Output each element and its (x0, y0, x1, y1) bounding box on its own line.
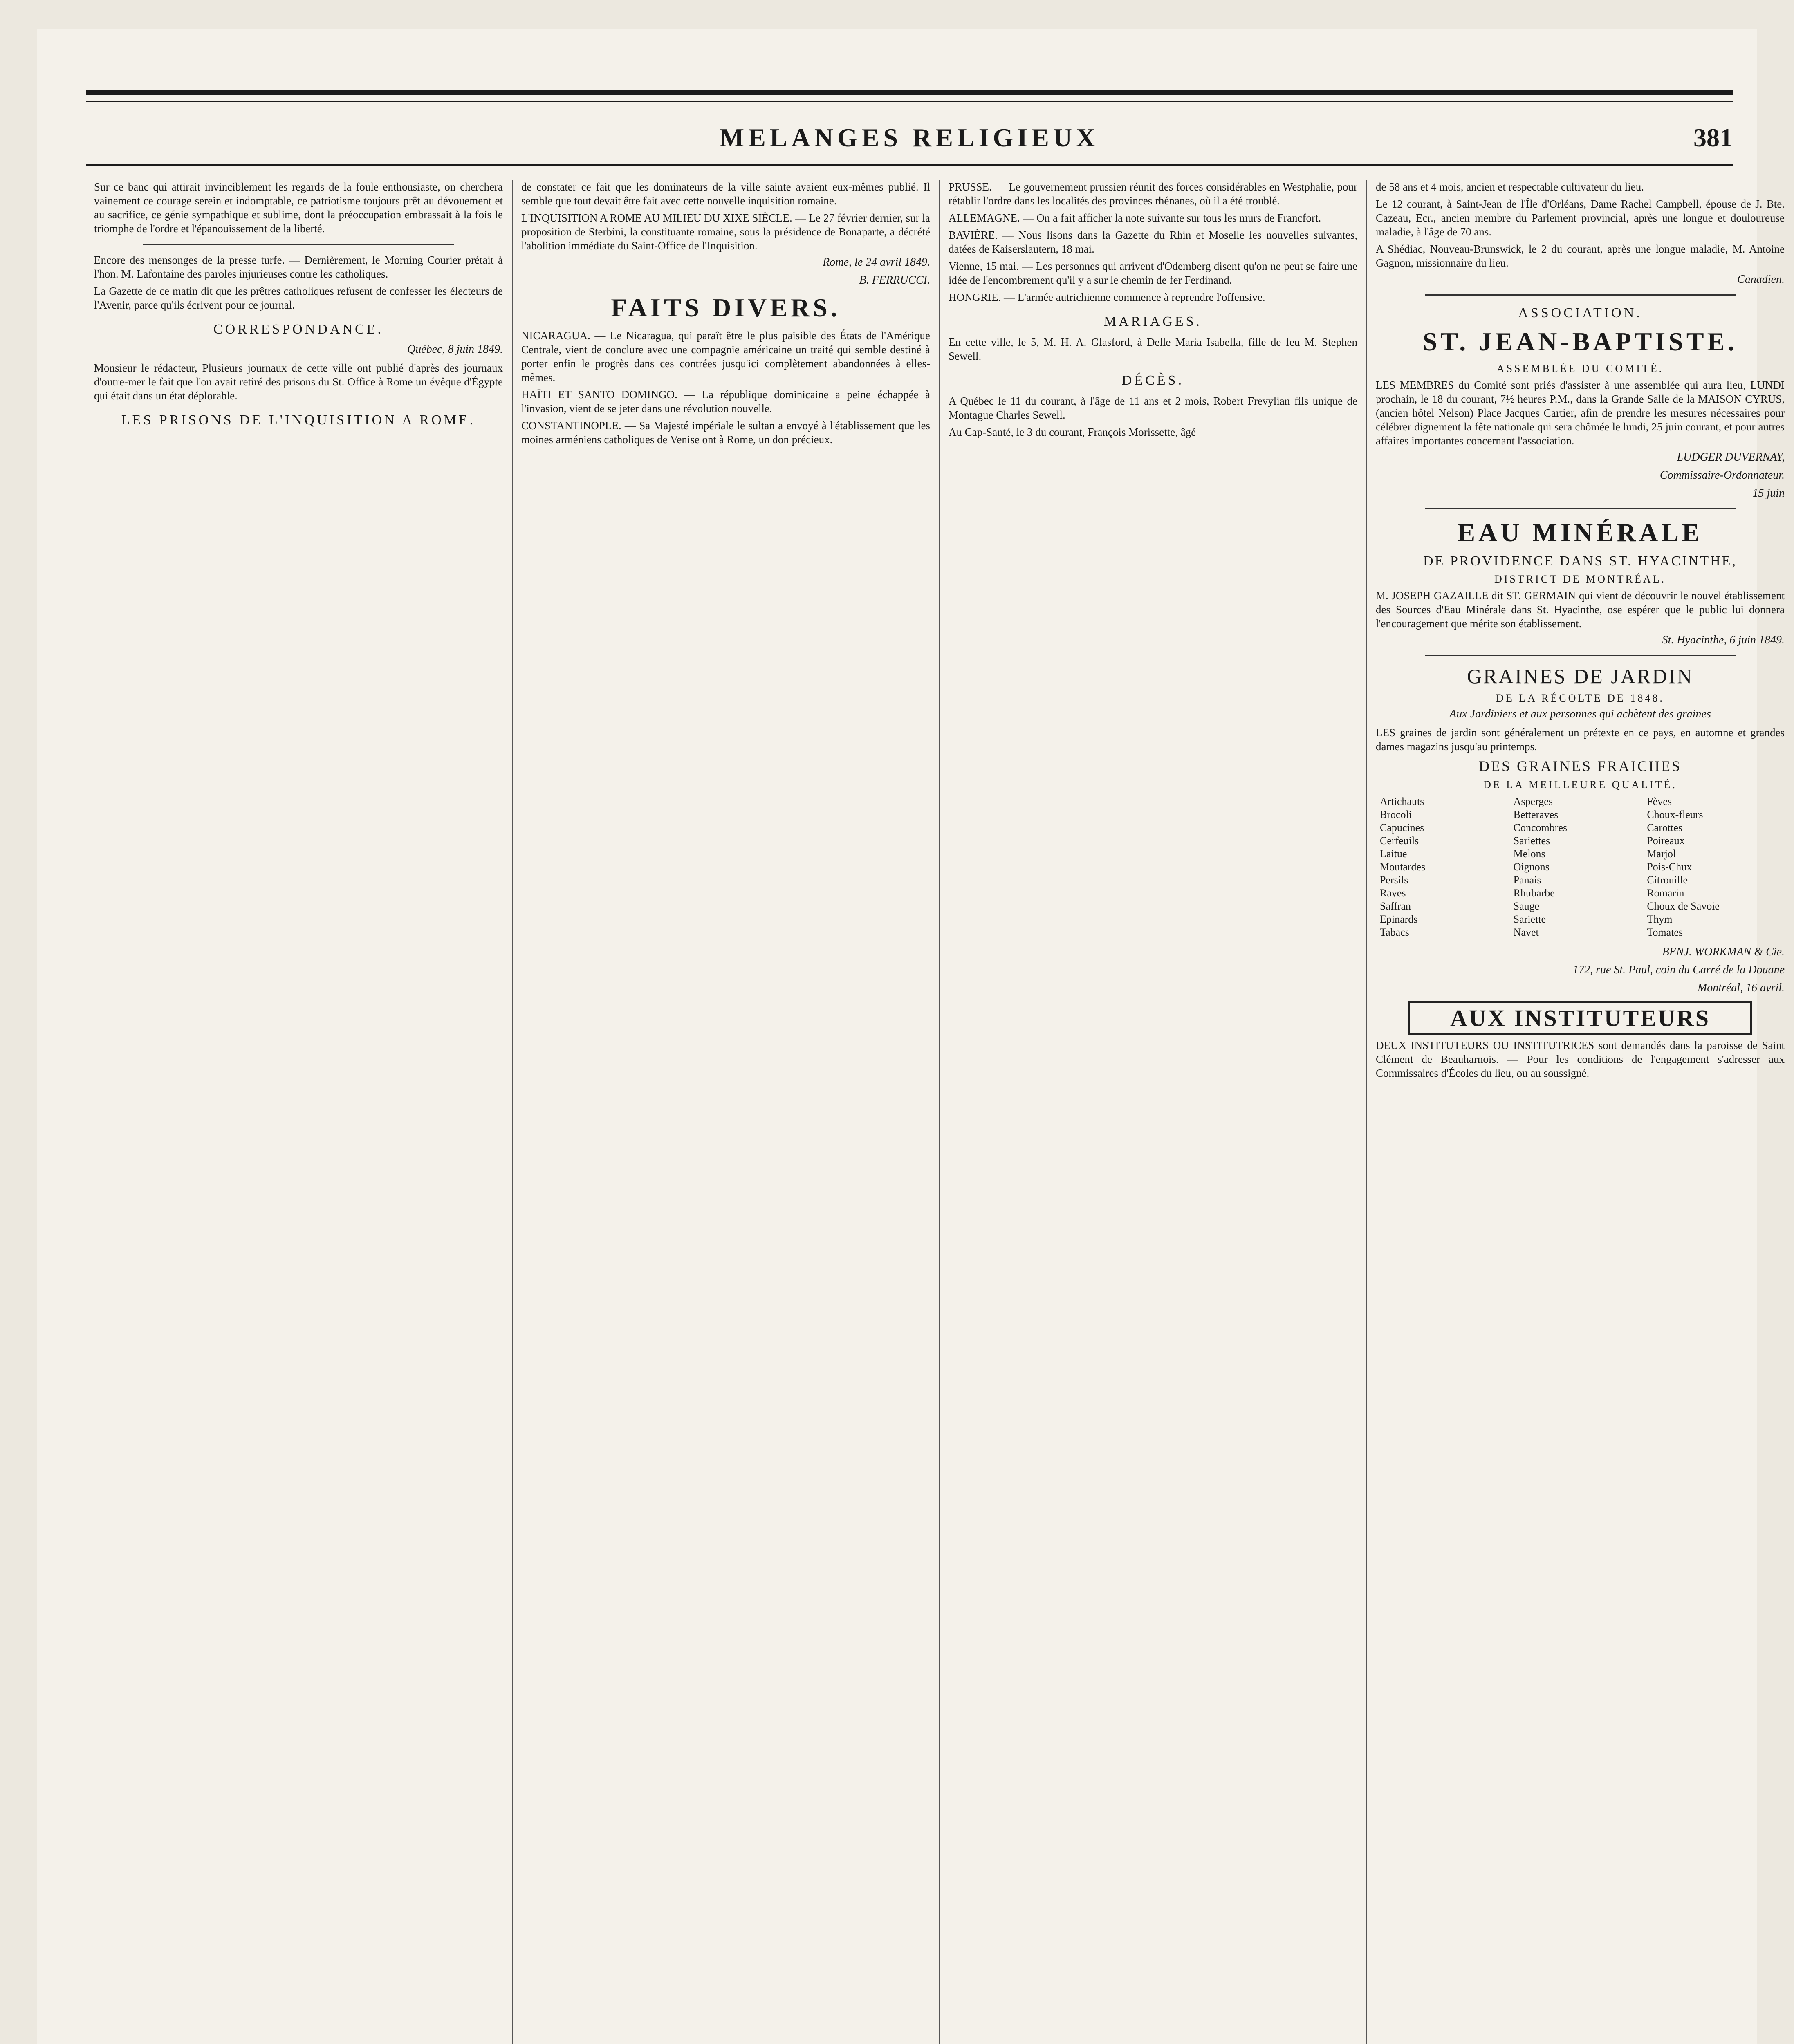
column-1 (94, 180, 503, 2044)
seed-item: Thym (1647, 913, 1673, 925)
seed-item: Persils (1380, 874, 1408, 886)
section-title-prisons: LES PRISONS DE L'INQUISITION A ROME. (121, 412, 476, 428)
seed-item: Cerfeuils (1380, 835, 1419, 847)
article-paragraph: L'INQUISITION A ROME AU MILIEU DU XIXE SIÈCLE. — Le 27 février dernier, sur la proposition de Sterbini, la constituante romaine, sous la présidence de Bonaparte, a décrété l'abolition immédiate du Saint-Office de l'Inquisition. (521, 212, 930, 252)
graines-body: LES graines de jardin sont généralement un prétexte en ce pays, en automne et grandes dames magazins jusqu'au printemps. (1376, 726, 1785, 753)
graines-signer: BENJ. WORKMAN & Cie. (1662, 946, 1785, 958)
article-paragraph: La Gazette de ce matin dit que les prêtres catholiques refusent de confesser les électeurs de l'Avenir, parce qu'ils écrivent pour ce journal. (94, 285, 503, 311)
seed-item: Choux-fleurs (1647, 809, 1703, 820)
assoc-label: ASSOCIATION. (1518, 305, 1642, 320)
divider (1425, 294, 1736, 296)
assoc-body: LES MEMBRES du Comité sont priés d'assister à une assemblée qui aura lieu, LUNDI prochain, le 18 du courant, 7½ heures P.M., dans la Grande Salle de la MAISON CYRUS, (ancien hôtel Nelson) Place Jacques Cartier, afin de prendre les mesures nécessaires pour célébrer dignement la fête nationale qui sera chômée le lundi, 25 juin courant, et pour autres affaires importantes concernant l'association. (1376, 379, 1785, 447)
instituteurs-body: DEUX INSTITUTEURS OU INSTITUTRICES sont demandés dans la paroisse de Saint Clément de Beauharnois. — Pour les conditions de l'engagement s'adresser aux Commissaires d'Écoles du lieu, ou au soussigné. (1376, 1039, 1785, 1079)
seed-list (1380, 795, 1781, 939)
seed-item: Saffran (1380, 900, 1411, 912)
notice-paragraph: A Québec le 11 du courant, à l'âge de 11 ans et 2 mois, Robert Frevylian fils unique de Montague Charles Sewell. (949, 395, 1357, 421)
article-paragraph: CONSTANTINOPLE. — Sa Majesté impériale le sultan a envoyé à l'établissement que les moines arméniens catholiques de Venise ont à Rome, un don précieux. (521, 419, 930, 446)
divider (1425, 508, 1736, 509)
seed-item: Marjol (1647, 848, 1676, 860)
notice-paragraph: Au Cap-Santé, le 3 du courant, François Morissette, âgé (949, 426, 1196, 438)
column-2 (521, 180, 930, 2044)
notice-paragraph: A Shédiac, Nouveau-Brunswick, le 2 du courant, après une longue maladie, M. Antoine Gagnon, missionnaire du lieu. (1376, 243, 1785, 269)
notice-paragraph: En cette ville, le 5, M. H. A. Glasford, à Delle Maria Isabella, fille de feu M. Stephen Sewell. (949, 336, 1357, 362)
article-paragraph: HAÏTI ET SANTO DOMINGO. — La république dominicaine a peine échappée à l'invasion, vient de se jeter dans une révolution nouvelle. (521, 388, 930, 415)
eau-subtitle: DE PROVIDENCE DANS ST. HYACINTHE, (1423, 554, 1737, 569)
assoc-signer: LUDGER DUVERNAY, (1677, 451, 1785, 464)
article-paragraph: PRUSSE. — Le gouvernement prussien réunit des forces considérables en Westphalie, pour rétablir l'ordre dans les localités des provinces rhénanes, où il a été troublé. (949, 181, 1357, 207)
graines-fresh: DES GRAINES FRAICHES (1478, 758, 1682, 774)
seed-item: Asperges (1513, 796, 1553, 807)
seed-item: Poireaux (1647, 835, 1685, 847)
head-rule-bottom (86, 164, 1733, 166)
seed-item: Carottes (1647, 822, 1682, 834)
head-rule-top (86, 90, 1733, 95)
seed-item: Choux de Savoie (1647, 900, 1720, 912)
signature: B. FERRUCCI. (859, 274, 930, 287)
dateline: Québec, 8 juin 1849. (407, 343, 503, 356)
eau-body: M. JOSEPH GAZAILLE dit ST. GERMAIN qui vient de découvrir le nouvel établissement des Sources d'Eau Minérale dans St. Hyacinthe, ose espérer que le public lui donnera l'encouragement que mérite son établissement. (1376, 589, 1785, 630)
assoc-subtitle: ASSEMBLÉE DU COMITÉ. (1496, 363, 1664, 374)
seed-item: Brocoli (1380, 809, 1412, 820)
section-title-correspondance: CORRESPONDANCE. (213, 322, 383, 337)
graines-place: Montréal, 16 avril. (1697, 982, 1785, 994)
seed-item: Artichauts (1380, 796, 1424, 807)
graines-title: GRAINES DE JARDIN (1467, 665, 1694, 688)
graines-subtitle: DE LA RÉCOLTE DE 1848. (1496, 692, 1664, 704)
section-title-faits-divers: FAITS DIVERS. (611, 293, 841, 322)
dateline: Rome, le 24 avril 1849. (823, 256, 930, 269)
eau-place: St. Hyacinthe, 6 juin 1849. (1662, 634, 1785, 646)
seed-item: Sauge (1513, 900, 1540, 912)
eau-title: EAU MINÉRALE (1458, 518, 1703, 547)
seed-item: Capucines (1380, 822, 1424, 834)
seed-item: Sariette (1513, 913, 1546, 925)
article-paragraph: ALLEMAGNE. — On a fait afficher la note suivante sur tous les murs de Francfort. (949, 212, 1321, 224)
section-title-deces: DÉCÈS. (1121, 373, 1184, 388)
seed-item: Fèves (1647, 796, 1672, 807)
column-divider (1366, 180, 1367, 2044)
section-title-mariages: MARIAGES. (1103, 314, 1202, 329)
newspaper-page (37, 29, 1785, 2044)
seed-item: Rhubarbe (1513, 887, 1555, 899)
graines-address: 172, rue St. Paul, coin du Carré de la Douane (1573, 964, 1785, 976)
assoc-title: ST. JEAN-BAPTISTE. (1422, 327, 1738, 356)
column-3 (949, 180, 1357, 2044)
seed-item: Laitue (1380, 848, 1407, 860)
divider (1425, 655, 1736, 656)
column-4 (1376, 180, 1785, 2044)
seed-item: Concombres (1513, 822, 1568, 834)
article-paragraph: de constater ce fait que les dominateurs de la ville sainte avaient eux-mêmes publié. Il semble que tout devait être fait avec cette nouvelle inquisition romaine. (521, 181, 930, 207)
divider (143, 244, 454, 245)
source-credit: Canadien. (1737, 273, 1785, 286)
running-title: MELANGES RELIGIEUX (719, 123, 1099, 152)
article-paragraph: Sur ce banc qui attirait invinciblement les regards de la foule enthousiaste, on cherchera vainement ce courage serein et indomptable, ce patriotisme toujours prêt au dévouement et au sacrifice, ce génie sympathique et sublime, dont la préoccupation embrassait à la fois le triomphe de l'ordre et l'épanouissement de la liberté. (94, 181, 503, 235)
seed-item: Tomates (1647, 926, 1683, 938)
column-divider (939, 180, 940, 2044)
seed-item: Navet (1513, 926, 1539, 938)
seed-item: Oignons (1513, 861, 1550, 873)
seed-item: Raves (1380, 887, 1406, 899)
seed-item: Tabacs (1380, 926, 1409, 938)
graines-audience: Aux Jardiniers et aux personnes qui achètent des graines (1449, 708, 1711, 720)
eau-district: DISTRICT DE MONTRÉAL. (1494, 573, 1666, 585)
seed-item: Melons (1513, 848, 1545, 860)
seed-item: Citrouille (1647, 874, 1688, 886)
article-paragraph: BAVIÈRE. — Nous lisons dans la Gazette du Rhin et Moselle les nouvelles suivantes, datées de Kaiserslautern, 18 mai. (949, 229, 1357, 255)
notice-paragraph: de 58 ans et 4 mois, ancien et respectable cultivateur du lieu. (1376, 181, 1644, 193)
head-rule-thin (86, 101, 1733, 102)
seed-item: Romarin (1647, 887, 1684, 899)
seed-item: Panais (1513, 874, 1541, 886)
article-paragraph: Vienne, 15 mai. — Les personnes qui arrivent d'Odemberg disent qu'on ne peut se faire une idée de l'encombrement qu'il y a sur le chemin de fer Ferdinand. (949, 260, 1357, 286)
assoc-date: 15 juin (1752, 487, 1785, 500)
column-divider (512, 180, 513, 2044)
seed-item: Betteraves (1513, 809, 1559, 820)
seed-item: Epinards (1380, 913, 1418, 925)
seed-item: Pois-Chux (1647, 861, 1692, 873)
article-paragraph: Monsieur le rédacteur, Plusieurs journaux de cette ville ont publié d'après des journaux d'outre-mer le fait que l'on avait retiré des prisons du St. Office à Rome un évêque d'Égypte qui était dans un état déplorable. (94, 362, 503, 402)
assoc-signer-title: Commissaire-Ordonnateur. (1659, 469, 1785, 482)
instituteurs-title: AUX INSTITUTEURS (1408, 1001, 1752, 1035)
notice-paragraph: Le 12 courant, à Saint-Jean de l'Île d'Orléans, Dame Rachel Campbell, épouse de J. Bte. Cazeau, Ecr., ancien membre du Parlement provincial, après une longue et douloureuse maladie, à l'âge de 70 ans. (1376, 198, 1785, 238)
seed-item: Moutardes (1380, 861, 1426, 873)
graines-quality: DE LA MEILLEURE QUALITÉ. (1483, 779, 1677, 791)
article-paragraph: NICARAGUA. — Le Nicaragua, qui paraît être le plus paisible des États de l'Amérique Centrale, vient de conclure avec une compagnie américaine un traité qui semble destiné à porter enfin le progrès dans ces contrées jusqu'ici complètement abandonnées à elles-mêmes. (521, 329, 930, 383)
seed-item: Sariettes (1513, 835, 1550, 847)
article-paragraph: HONGRIE. — L'armée autrichienne commence à reprendre l'offensive. (949, 291, 1265, 303)
article-paragraph: Encore des mensonges de la presse turfe. — Dernièrement, le Morning Courier prétait à l'hon. M. Lafontaine des paroles injurieuses contre les catholiques. (94, 254, 503, 280)
page-number: 381 (1693, 123, 1733, 152)
